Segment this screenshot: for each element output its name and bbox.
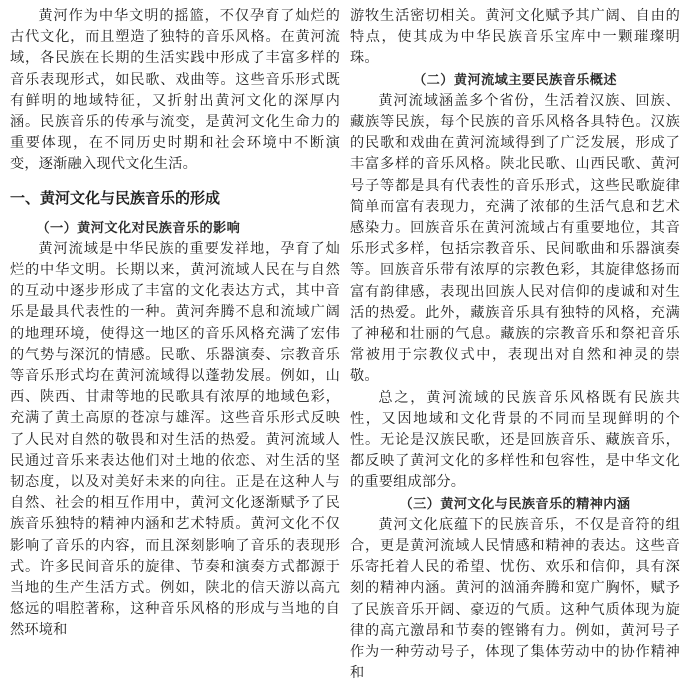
left-column: [10, 6, 340, 642]
body-paragraph-1-continued: 游牧生活密切相关。黄河文化赋予其广阔、自由的特点，使其成为中华民族音乐宝库中一颗璀璨明珠。: [350, 8, 680, 67]
intro-paragraph: 黄河作为中华文明的摇篮，不仅孕育了灿烂的古代文化，而且塑造了独特的音乐风格。在黄河流域，各民族在长期的生活实践中形成了丰富多样的音乐表现形式，如民歌、戏曲等。这些音乐形式既有鲜明的地域特征，又折射出黄河文化的深厚内涵。民族音乐的传承与流变，是黄河文化生命力的重要体现，在不同历史时期和社会环境中不断演变，逐渐融入现代文化生活。: [10, 8, 340, 173]
subsection-heading-1: （一）黄河文化对民族音乐的影响: [36, 220, 241, 236]
body-paragraph-3: 总之，黄河流域的民族音乐风格既有民族共性，又因地域和文化背景的不同而呈现鲜明的个性。无论是汉族民歌，还是回族音乐、藏族音乐，都反映了黄河文化的多样性和包容性，是中华文化的重要组成部分。: [350, 389, 680, 491]
body-paragraph-4: 黄河文化底蕴下的民族音乐，不仅是音符的组合，更是黄河流域人民情感和精神的表达。这些音乐寄托着人民的希望、忧伤、欢乐和信仰，具有深刻的精神内涵。黄河的汹涌奔腾和宽广胸怀，赋予了民族音乐开阔、豪迈的气质。这种气质体现为旋律的高亢激昂和节奏的铿锵有力。例如，黄河号子作为一种劳动号子，体现了集体劳动中的协作精神和: [350, 516, 680, 682]
body-paragraph-2: 黄河流域涵盖多个省份，生活着汉族、回族、藏族等民族，每个民族的音乐风格各具特色。汉族的民歌和戏曲在黄河流域得到了广泛发展，形成了丰富多样的音乐风格。陕北民歌、山西民歌、黄河号子等都是具有代表性的音乐形式，这些民歌旋律简单而富有表现力，充满了浓郁的生活气息和艺术感染力。回族音乐在黄河流域占有重要地位，其音乐形式多样，包括宗教音乐、民间歌曲和乐器演奏等。回族音乐带有浓厚的宗教色彩，其旋律悠扬而富有韵律感，表现出回族人民对信仰的虔诚和对生活的热爱。此外，藏族音乐具有独特的风格，充满了神秘和壮丽的气息。藏族的宗教音乐和祭祀音乐常被用于宗教仪式中，表现出对自然和神灵的崇敬。: [350, 92, 680, 385]
section-heading: 一、黄河文化与民族音乐的形成: [10, 188, 221, 207]
subsection-heading-2: （二）黄河流域主要民族音乐概述: [413, 72, 617, 88]
subsection-heading-3: （三）黄河文化与民族音乐的精神内涵: [399, 496, 631, 512]
body-paragraph-1: 黄河流域是中华民族的重要发祥地，孕育了灿烂的中华文明。长期以来，黄河流域人民在与自然的互动中逐步形成了丰富的文化表达方式，其中音乐是最具代表性的一种。黄河奔腾不息和流域广阔的地理环境，使得这一地区的音乐风格充满了宏伟的气势与深沉的情感。民歌、乐器演奏、宗教音乐等音乐形式均在黄河流域得以蓬勃发展。例如，山西、陕西、甘肃等地的民歌具有浓厚的地域色彩，充满了黄土高原的苍凉与雄浑。这些音乐形式反映了人民对自然的敬畏和对生活的热爱。黄河流域人民通过音乐来表达他们对土地的依恋、对生活的坚韧态度，以及对美好未来的向往。正是在这种人与自然、社会的相互作用中，黄河文化逐渐赋予了民族音乐独特的精神内涵和艺术特质。黄河文化不仅影响了音乐的内容，而且深刻影响了音乐的表现形式。许多民间音乐的旋律、节奏和演奏方式都源于当地的生产生活方式。例如，陕北的信天游以高亢悠远的唱腔著称，这种音乐风格的形成与当地的自然环境和: [10, 240, 340, 639]
right-column: [350, 6, 680, 685]
